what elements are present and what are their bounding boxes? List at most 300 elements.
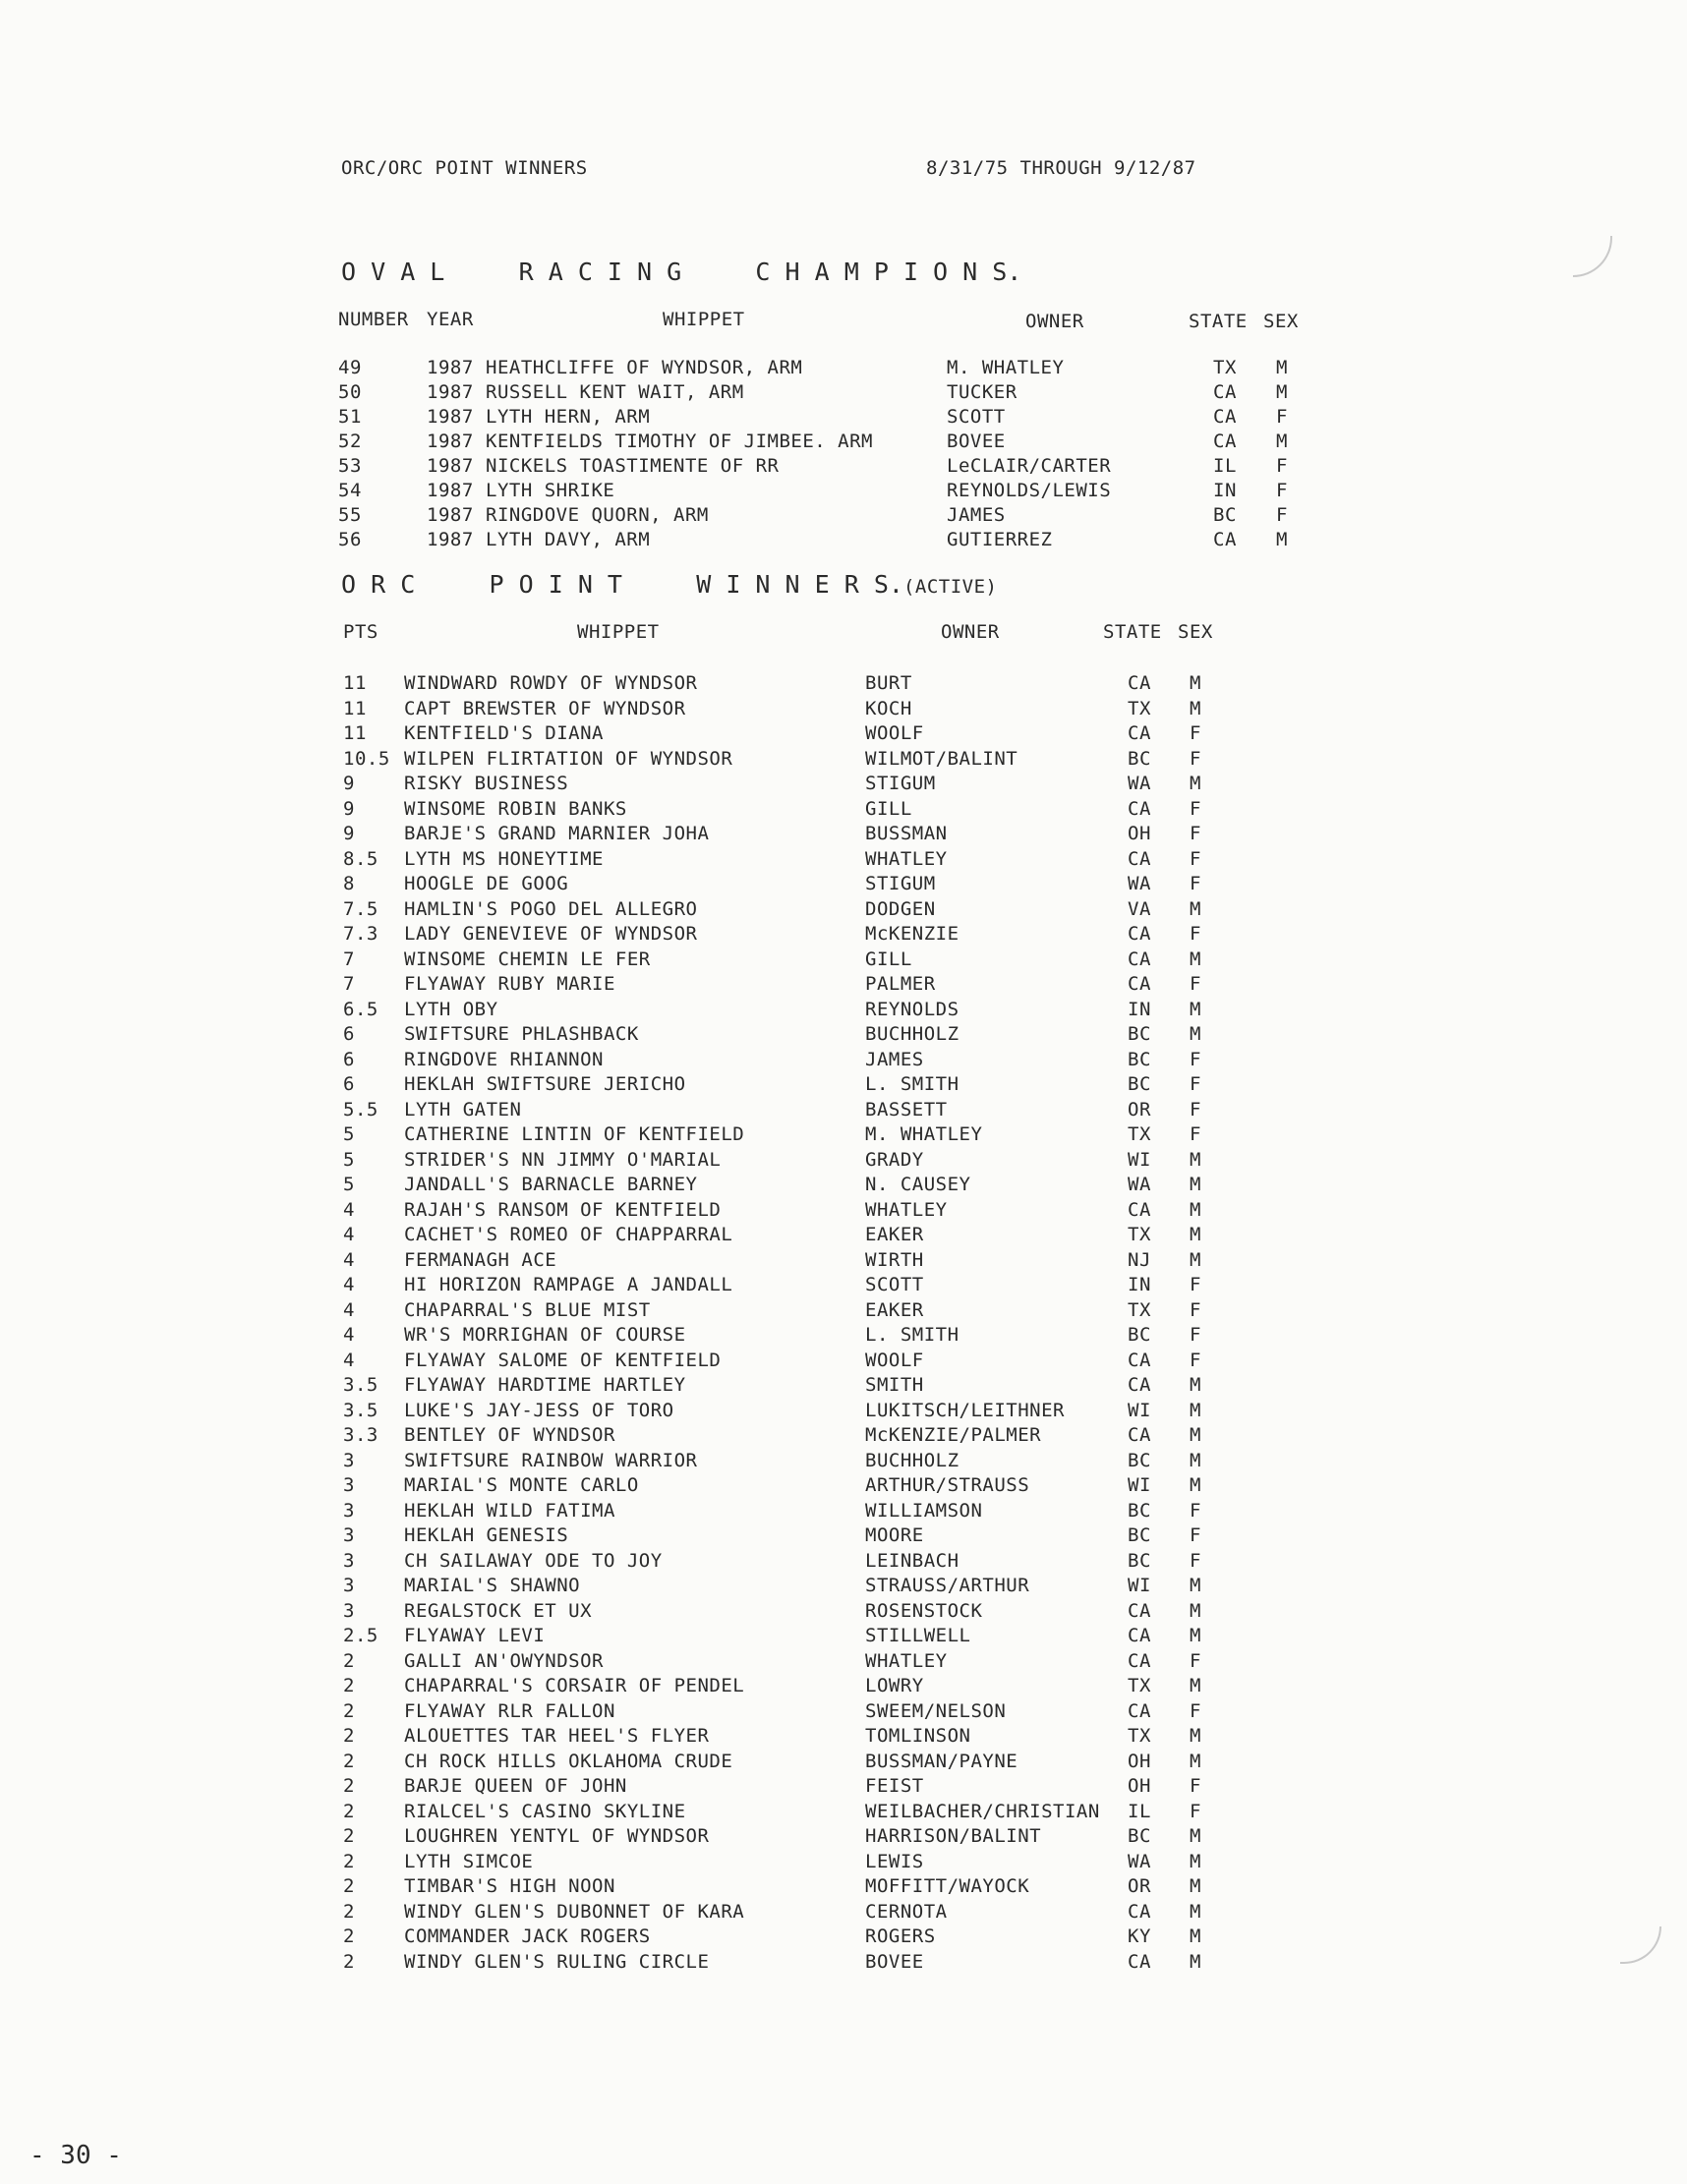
cell-state: CA	[1213, 529, 1237, 550]
cell-pts: 2	[343, 1825, 355, 1847]
cell-whippet: LYTH OBY	[404, 998, 498, 1020]
cell-sex: M	[1190, 1023, 1201, 1045]
cell-whippet: SWIFTSURE PHLASHBACK	[404, 1023, 639, 1045]
cell-owner: GUTIERREZ	[947, 529, 1053, 550]
cell-whippet: LUKE'S JAY-JESS OF TORO	[404, 1399, 674, 1421]
cell-state: OH	[1128, 1750, 1151, 1772]
points-heading	[341, 570, 997, 599]
table-row	[0, 453, 1687, 479]
cell-state: TX	[1128, 1725, 1151, 1747]
table-row	[0, 1448, 1687, 1473]
table-row	[0, 670, 1687, 696]
cell-owner: WEILBACHER/CHRISTIAN	[865, 1800, 1100, 1822]
cell-owner: WHATLEY	[865, 847, 948, 870]
cell-owner: ARTHUR/STRAUSS	[865, 1474, 1030, 1496]
col-owner: OWNER	[1025, 311, 1084, 332]
cell-sex: F	[1190, 973, 1201, 995]
cell-state: TX	[1128, 1123, 1151, 1145]
cell-owner: SMITH	[865, 1374, 924, 1396]
col-state: STATE	[1103, 621, 1162, 643]
cell-owner: WILLIAMSON	[865, 1499, 983, 1522]
cell-whippet: HEKLAH GENESIS	[404, 1524, 569, 1546]
cell-owner: SWEEM/NELSON	[865, 1699, 1007, 1722]
cell-state: CA	[1128, 847, 1151, 870]
cell-state: WI	[1128, 1474, 1151, 1496]
cell-pts: 4	[343, 1198, 355, 1221]
cell-sex: F	[1190, 1699, 1201, 1722]
cell-whippet: GALLI AN'OWYNDSOR	[404, 1649, 604, 1672]
cell-whippet: LYTH SIMCOE	[404, 1850, 534, 1872]
table-row	[0, 1222, 1687, 1247]
cell-owner: WOOLF	[865, 722, 924, 744]
table-row	[0, 1272, 1687, 1297]
cell-state: IL	[1213, 455, 1237, 477]
cell-owner: EAKER	[865, 1298, 924, 1321]
cell-owner: L. SMITH	[865, 1324, 960, 1346]
cell-owner: JAMES	[947, 504, 1006, 526]
cell-pts: 5	[343, 1123, 355, 1145]
cell-state: OR	[1128, 1098, 1151, 1121]
cell-owner: BUCHHOLZ	[865, 1023, 960, 1045]
cell-state: WI	[1128, 1575, 1151, 1596]
cell-state: BC	[1128, 747, 1151, 770]
cell-state: OH	[1128, 823, 1151, 844]
cell-sex: F	[1190, 847, 1201, 870]
cell-number: 54	[338, 480, 362, 501]
cell-sex: F	[1190, 1349, 1201, 1371]
cell-state: TX	[1213, 357, 1237, 378]
cell-owner: SCOTT	[865, 1274, 924, 1295]
report-title: ORC/ORC POINT WINNERS	[341, 157, 588, 179]
cell-sex: F	[1190, 722, 1201, 744]
cell-sex: F	[1190, 1649, 1201, 1672]
cell-pts: 8.5	[343, 847, 378, 870]
cell-sex: M	[1190, 1248, 1201, 1271]
cell-state: KY	[1128, 1925, 1151, 1947]
table-row	[0, 1071, 1687, 1097]
cell-whippet: LYTH SHRIKE	[486, 480, 615, 501]
table-row	[0, 1723, 1687, 1749]
cell-pts: 3	[343, 1575, 355, 1596]
table-row	[0, 846, 1687, 872]
cell-pts: 11	[343, 672, 367, 694]
cell-state: IN	[1213, 480, 1237, 501]
cell-sex: M	[1190, 1174, 1201, 1195]
cell-whippet: WINSOME ROBIN BANKS	[404, 797, 627, 820]
scan-mark	[1573, 236, 1612, 277]
cell-sex: F	[1190, 797, 1201, 820]
cell-owner: L. SMITH	[865, 1073, 960, 1095]
cell-state: CA	[1128, 1374, 1151, 1396]
cell-sex: M	[1190, 1625, 1201, 1646]
cell-state: BC	[1128, 1048, 1151, 1070]
cell-whippet: MARIAL'S MONTE CARLO	[404, 1474, 639, 1496]
col-number: NUMBER	[338, 309, 409, 330]
champions-heading: O V A L R A C I N G C H A M P I O N S.	[341, 258, 1022, 286]
cell-whippet: LYTH DAVY, ARM	[486, 529, 651, 550]
cell-owner: HARRISON/BALINT	[865, 1825, 1042, 1847]
cell-sex: M	[1190, 1925, 1201, 1947]
cell-pts: 2	[343, 1925, 355, 1947]
cell-pts: 6	[343, 1023, 355, 1045]
cell-pts: 2	[343, 1775, 355, 1797]
cell-whippet: REGALSTOCK ET UX	[404, 1599, 593, 1622]
cell-whippet: WINDY GLEN'S DUBONNET OF KARA	[404, 1900, 745, 1923]
cell-sex: F	[1190, 747, 1201, 770]
cell-number: 50	[338, 381, 362, 403]
table-row	[0, 1598, 1687, 1624]
cell-whippet: FLYAWAY LEVI	[404, 1625, 546, 1646]
cell-sex: M	[1190, 1750, 1201, 1772]
cell-pts: 6	[343, 1073, 355, 1095]
cell-year: 1987	[427, 357, 474, 378]
cell-year: 1987	[427, 406, 474, 428]
cell-sex: F	[1190, 1775, 1201, 1797]
table-row	[0, 1422, 1687, 1448]
cell-pts: 9	[343, 823, 355, 844]
cell-whippet: COMMANDER JACK ROGERS	[404, 1925, 651, 1947]
cell-owner: MOFFITT/WAYOCK	[865, 1875, 1030, 1897]
cell-owner: WHATLEY	[865, 1649, 948, 1672]
table-row	[0, 355, 1687, 380]
cell-owner: LeCLAIR/CARTER	[947, 455, 1112, 477]
cell-owner: N. CAUSEY	[865, 1174, 971, 1195]
cell-sex: M	[1190, 1575, 1201, 1596]
cell-sex: F	[1190, 1048, 1201, 1070]
cell-owner: LEWIS	[865, 1850, 924, 1872]
cell-state: BC	[1128, 1073, 1151, 1095]
cell-state: BC	[1128, 1549, 1151, 1572]
cell-owner: STILLWELL	[865, 1625, 971, 1646]
cell-whippet: HAMLIN'S POGO DEL ALLEGRO	[404, 897, 698, 920]
cell-owner: McKENZIE/PALMER	[865, 1424, 1042, 1446]
table-row	[0, 1172, 1687, 1197]
cell-state: TX	[1128, 1224, 1151, 1245]
cell-pts: 2	[343, 1900, 355, 1923]
table-row	[0, 1924, 1687, 1949]
cell-pts: 3	[343, 1549, 355, 1572]
cell-state: IL	[1128, 1800, 1151, 1822]
cell-whippet: LYTH MS HONEYTIME	[404, 847, 604, 870]
cell-year: 1987	[427, 431, 474, 452]
cell-state: CA	[1128, 1649, 1151, 1672]
cell-owner: WIRTH	[865, 1248, 924, 1271]
cell-state: CA	[1128, 948, 1151, 970]
cell-sex: M	[1190, 998, 1201, 1020]
cell-whippet: BARJE'S GRAND MARNIER JOHA	[404, 823, 710, 844]
cell-state: CA	[1213, 381, 1237, 403]
table-row	[0, 1823, 1687, 1849]
cell-pts: 9	[343, 773, 355, 794]
cell-pts: 4	[343, 1248, 355, 1271]
table-row	[0, 1799, 1687, 1824]
cell-state: IN	[1128, 1274, 1151, 1295]
table-row	[0, 871, 1687, 896]
cell-owner: REYNOLDS/LEWIS	[947, 480, 1112, 501]
cell-sex: F	[1276, 480, 1288, 501]
cell-number: 51	[338, 406, 362, 428]
cell-sex: M	[1190, 1224, 1201, 1245]
cell-state: BC	[1128, 1825, 1151, 1847]
col-pts: PTS	[343, 621, 378, 643]
col-year: YEAR	[427, 309, 474, 330]
cell-pts: 5	[343, 1174, 355, 1195]
table-row	[0, 527, 1687, 552]
cell-whippet: WINSOME CHEMIN LE FER	[404, 948, 651, 970]
cell-year: 1987	[427, 480, 474, 501]
cell-number: 49	[338, 357, 362, 378]
cell-pts: 7	[343, 973, 355, 995]
cell-sex: M	[1190, 1900, 1201, 1923]
cell-pts: 2	[343, 1750, 355, 1772]
cell-state: CA	[1128, 1699, 1151, 1722]
table-row	[0, 1773, 1687, 1799]
cell-sex: M	[1276, 529, 1288, 550]
cell-state: WA	[1128, 1850, 1151, 1872]
cell-whippet: WR'S MORRIGHAN OF COURSE	[404, 1324, 686, 1346]
cell-state: BC	[1128, 1524, 1151, 1546]
cell-owner: WHATLEY	[865, 1198, 948, 1221]
table-row	[0, 1398, 1687, 1423]
cell-pts: 2	[343, 1800, 355, 1822]
table-row	[0, 1749, 1687, 1774]
table-row	[0, 947, 1687, 972]
table-row	[0, 502, 1687, 528]
table-row	[0, 1949, 1687, 1975]
cell-whippet: RISKY BUSINESS	[404, 773, 569, 794]
cell-whippet: ALOUETTES TAR HEEL'S FLYER	[404, 1725, 710, 1747]
cell-pts: 6	[343, 1048, 355, 1070]
cell-owner: TOMLINSON	[865, 1725, 971, 1747]
points-heading-suffix: (ACTIVE)	[902, 576, 998, 598]
cell-whippet: LYTH HERN, ARM	[486, 406, 651, 428]
cell-sex: F	[1190, 1549, 1201, 1572]
cell-whippet: FERMANAGH ACE	[404, 1248, 557, 1271]
cell-whippet: HEATHCLIFFE OF WYNDSOR, ARM	[486, 357, 803, 378]
cell-whippet: CACHET'S ROMEO OF CHAPPARRAL	[404, 1224, 733, 1245]
cell-pts: 2.5	[343, 1625, 378, 1646]
cell-whippet: KENTFIELDS TIMOTHY OF JIMBEE. ARM	[486, 431, 873, 452]
cell-state: BC	[1128, 1449, 1151, 1471]
cell-state: CA	[1128, 973, 1151, 995]
cell-sex: M	[1190, 773, 1201, 794]
table-row	[0, 696, 1687, 721]
cell-whippet: HEKLAH SWIFTSURE JERICHO	[404, 1073, 686, 1095]
table-row	[0, 796, 1687, 822]
cell-whippet: JANDALL'S BARNACLE BARNEY	[404, 1174, 698, 1195]
cell-sex: M	[1190, 697, 1201, 719]
cell-whippet: RINGDOVE RHIANNON	[404, 1048, 604, 1070]
cell-whippet: CH ROCK HILLS OKLAHOMA CRUDE	[404, 1750, 733, 1772]
cell-owner: MOORE	[865, 1524, 924, 1546]
cell-owner: BUSSMAN/PAYNE	[865, 1750, 1018, 1772]
cell-whippet: FLYAWAY HARDTIME HARTLEY	[404, 1374, 686, 1396]
cell-whippet: BARJE QUEEN OF JOHN	[404, 1775, 627, 1797]
date-range: 8/31/75 THROUGH 9/12/87	[926, 157, 1196, 179]
cell-whippet: CHAPARRAL'S CORSAIR OF PENDEL	[404, 1675, 745, 1696]
table-row	[0, 1372, 1687, 1398]
cell-pts: 3	[343, 1449, 355, 1471]
table-row	[0, 1097, 1687, 1122]
cell-state: NJ	[1128, 1248, 1151, 1271]
cell-owner: LOWRY	[865, 1675, 924, 1696]
cell-whippet: TIMBAR'S HIGH NOON	[404, 1875, 615, 1897]
cell-sex: M	[1190, 1399, 1201, 1421]
cell-whippet: WILPEN FLIRTATION OF WYNDSOR	[404, 747, 733, 770]
cell-state: CA	[1128, 1198, 1151, 1221]
cell-sex: F	[1276, 455, 1288, 477]
cell-owner: WILMOT/BALINT	[865, 747, 1018, 770]
col-whippet: WHIPPET	[577, 621, 660, 643]
cell-pts: 3	[343, 1499, 355, 1522]
cell-state: OR	[1128, 1875, 1151, 1897]
cell-state: CA	[1128, 722, 1151, 744]
table-row	[0, 896, 1687, 922]
cell-state: WA	[1128, 1174, 1151, 1195]
table-row	[0, 1849, 1687, 1874]
cell-owner: BUSSMAN	[865, 823, 948, 844]
table-row	[0, 1147, 1687, 1173]
cell-pts: 4	[343, 1324, 355, 1346]
cell-state: CA	[1128, 1950, 1151, 1973]
cell-owner: ROGERS	[865, 1925, 936, 1947]
cell-owner: PALMER	[865, 973, 936, 995]
table-row	[0, 1348, 1687, 1373]
cell-owner: BOVEE	[865, 1950, 924, 1973]
table-row	[0, 1623, 1687, 1648]
cell-whippet: WINDY GLEN'S RULING CIRCLE	[404, 1950, 710, 1973]
cell-sex: M	[1276, 431, 1288, 452]
cell-owner: GRADY	[865, 1148, 924, 1171]
cell-sex: M	[1190, 1875, 1201, 1897]
cell-owner: WOOLF	[865, 1349, 924, 1371]
cell-whippet: LADY GENEVIEVE OF WYNDSOR	[404, 923, 698, 945]
cell-pts: 2	[343, 1875, 355, 1897]
table-row	[0, 1247, 1687, 1273]
cell-owner: DODGEN	[865, 897, 936, 920]
cell-sex: F	[1190, 1298, 1201, 1321]
table-row	[0, 1322, 1687, 1348]
cell-whippet: BENTLEY OF WYNDSOR	[404, 1424, 615, 1446]
cell-sex: M	[1190, 1850, 1201, 1872]
table-row	[0, 971, 1687, 997]
cell-sex: F	[1190, 1274, 1201, 1295]
cell-whippet: FLYAWAY SALOME OF KENTFIELD	[404, 1349, 722, 1371]
cell-state: BC	[1213, 504, 1237, 526]
cell-owner: CERNOTA	[865, 1900, 948, 1923]
cell-whippet: MARIAL'S SHAWNO	[404, 1575, 581, 1596]
cell-state: CA	[1128, 1625, 1151, 1646]
cell-year: 1987	[427, 381, 474, 403]
cell-state: BC	[1128, 1324, 1151, 1346]
cell-number: 52	[338, 431, 362, 452]
cell-whippet: WINDWARD ROWDY OF WYNDSOR	[404, 672, 698, 694]
cell-sex: F	[1190, 1800, 1201, 1822]
table-row	[0, 404, 1687, 430]
cell-sex: M	[1190, 672, 1201, 694]
page-number: - 30 -	[29, 2141, 122, 2170]
cell-pts: 3	[343, 1599, 355, 1622]
cell-sex: M	[1190, 948, 1201, 970]
cell-state: CA	[1213, 431, 1237, 452]
cell-state: IN	[1128, 998, 1151, 1020]
table-row	[0, 1673, 1687, 1698]
cell-whippet: RUSSELL KENT WAIT, ARM	[486, 381, 744, 403]
cell-whippet: RAJAH'S RANSOM OF KENTFIELD	[404, 1198, 722, 1221]
cell-whippet: LYTH GATEN	[404, 1098, 522, 1121]
cell-owner: LUKITSCH/LEITHNER	[865, 1399, 1065, 1421]
cell-sex: M	[1190, 1599, 1201, 1622]
cell-sex: M	[1190, 1675, 1201, 1696]
cell-state: TX	[1128, 1675, 1151, 1696]
cell-owner: M. WHATLEY	[865, 1123, 983, 1145]
cell-sex: F	[1190, 1073, 1201, 1095]
cell-sex: M	[1190, 1198, 1201, 1221]
cell-whippet: KENTFIELD'S DIANA	[404, 722, 604, 744]
cell-sex: M	[1190, 1725, 1201, 1747]
cell-whippet: HOOGLE DE GOOG	[404, 873, 569, 894]
cell-owner: FEIST	[865, 1775, 924, 1797]
cell-whippet: HI HORIZON RAMPAGE A JANDALL	[404, 1274, 733, 1295]
cell-state: OH	[1128, 1775, 1151, 1797]
cell-pts: 4	[343, 1224, 355, 1245]
cell-whippet: LOUGHREN YENTYL OF WYNDSOR	[404, 1825, 710, 1847]
cell-whippet: RIALCEL'S CASINO SKYLINE	[404, 1800, 686, 1822]
cell-whippet: CH SAILAWAY ODE TO JOY	[404, 1549, 663, 1572]
cell-pts: 2	[343, 1675, 355, 1696]
col-owner: OWNER	[941, 621, 1000, 643]
table-row	[0, 997, 1687, 1022]
cell-pts: 3.5	[343, 1374, 378, 1396]
cell-owner: BOVEE	[947, 431, 1006, 452]
cell-sex: F	[1190, 1123, 1201, 1145]
cell-owner: ROSENSTOCK	[865, 1599, 983, 1622]
cell-pts: 2	[343, 1649, 355, 1672]
cell-state: CA	[1128, 672, 1151, 694]
cell-sex: M	[1190, 1374, 1201, 1396]
cell-pts: 7.5	[343, 897, 378, 920]
cell-sex: F	[1276, 406, 1288, 428]
cell-owner: REYNOLDS	[865, 998, 960, 1020]
cell-number: 56	[338, 529, 362, 550]
cell-owner: GILL	[865, 948, 912, 970]
table-row	[0, 478, 1687, 503]
cell-year: 1987	[427, 529, 474, 550]
table-row	[0, 1021, 1687, 1047]
cell-whippet: SWIFTSURE RAINBOW WARRIOR	[404, 1449, 698, 1471]
table-row	[0, 821, 1687, 846]
cell-sex: F	[1190, 1499, 1201, 1522]
table-row	[0, 1698, 1687, 1724]
table-row	[0, 921, 1687, 947]
cell-pts: 2	[343, 1725, 355, 1747]
cell-sex: M	[1276, 381, 1288, 403]
col-sex: SEX	[1178, 621, 1213, 643]
cell-whippet: CAPT BREWSTER OF WYNDSOR	[404, 697, 686, 719]
cell-owner: KOCH	[865, 697, 912, 719]
cell-owner: BASSETT	[865, 1098, 948, 1121]
cell-sex: M	[1190, 1424, 1201, 1446]
cell-state: TX	[1128, 697, 1151, 719]
cell-sex: M	[1276, 357, 1288, 378]
cell-owner: M. WHATLEY	[947, 357, 1065, 378]
cell-whippet: CHAPARRAL'S BLUE MIST	[404, 1298, 651, 1321]
cell-pts: 10.5	[343, 747, 390, 770]
cell-state: CA	[1128, 1424, 1151, 1446]
cell-state: VA	[1128, 897, 1151, 920]
cell-sex: M	[1190, 897, 1201, 920]
cell-state: CA	[1213, 406, 1237, 428]
